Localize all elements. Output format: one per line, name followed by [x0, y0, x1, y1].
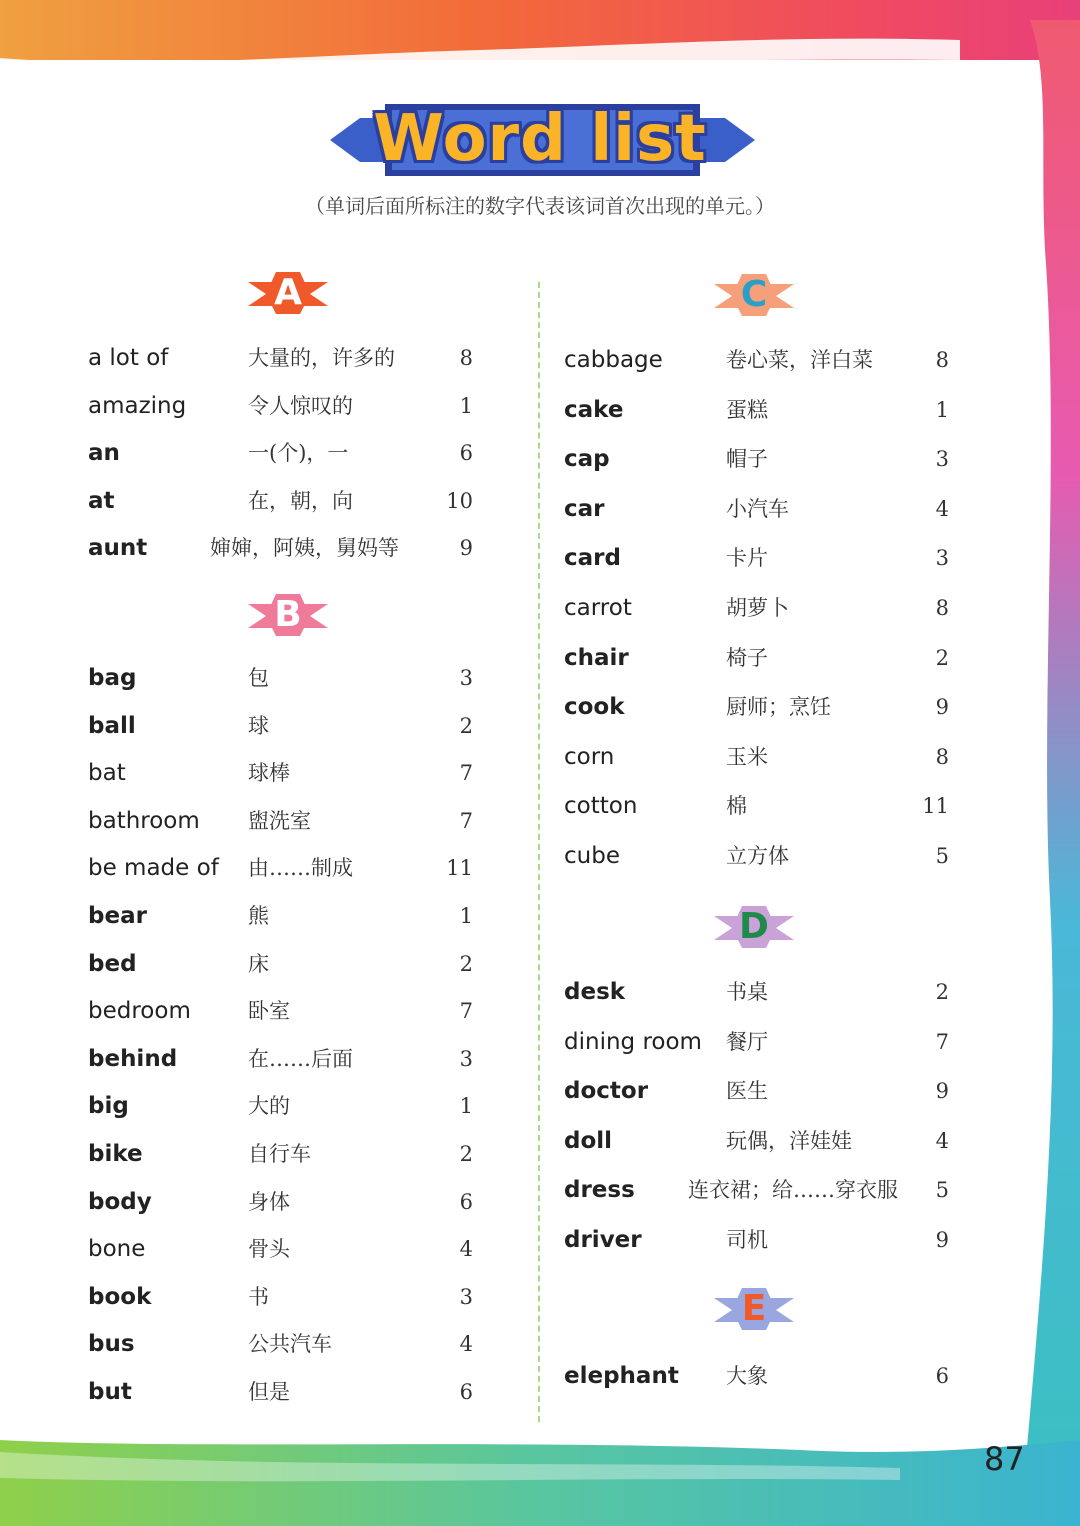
- word-english: chair: [564, 644, 629, 671]
- word-unit-number: 4: [935, 1128, 949, 1153]
- word-unit-number: 6: [459, 441, 473, 466]
- section-letter-badge: [248, 592, 328, 640]
- word-english: but: [88, 1379, 132, 1405]
- word-unit-number: 4: [935, 496, 949, 521]
- word-english: card: [564, 545, 621, 572]
- word-english: desk: [564, 979, 626, 1005]
- word-unit-number: 11: [922, 794, 949, 819]
- word-unit-number: 2: [459, 1142, 473, 1166]
- page-title-wrap: [330, 96, 750, 182]
- word-entry: [564, 439, 954, 479]
- word-english: carrot: [564, 595, 632, 621]
- word-entry: [88, 944, 478, 984]
- word-entry: [88, 1039, 478, 1079]
- word-meaning: 玉米: [726, 744, 768, 769]
- word-meaning: 熊: [248, 904, 269, 928]
- word-unit-number: 9: [935, 695, 949, 720]
- word-unit-number: 1: [459, 393, 473, 418]
- word-meaning: 蛋糕: [726, 397, 768, 422]
- word-unit-number: 3: [459, 1284, 473, 1309]
- word-english: bus: [88, 1331, 135, 1358]
- word-english: book: [88, 1283, 152, 1310]
- word-entry: [88, 1182, 478, 1222]
- section-letter: A: [274, 272, 302, 313]
- word-unit-number: 6: [459, 1380, 473, 1404]
- word-english: aunt: [88, 535, 148, 562]
- word-meaning: 令人惊叹的: [248, 393, 353, 418]
- word-english: bike: [88, 1141, 143, 1167]
- word-english: dining room: [564, 1028, 702, 1055]
- word-entry: [88, 706, 478, 746]
- word-unit-number: 7: [459, 808, 473, 833]
- word-meaning: 床: [248, 951, 269, 976]
- word-entry: [564, 972, 954, 1012]
- word-meaning: 自行车: [248, 1142, 311, 1166]
- word-unit-number: 9: [935, 1079, 949, 1104]
- word-unit-number: 3: [459, 666, 473, 690]
- word-english: corn: [564, 743, 615, 770]
- word-meaning: 厨师；烹饪: [726, 695, 831, 720]
- word-english: bear: [88, 903, 147, 929]
- word-english: cotton: [564, 793, 638, 820]
- word-entry: [88, 338, 478, 378]
- word-english: bathroom: [88, 807, 200, 834]
- word-unit-number: 3: [935, 546, 949, 571]
- section-letter-badge: [714, 904, 794, 952]
- word-meaning: 卷心菜，洋白菜: [726, 348, 873, 372]
- word-meaning: 立方体: [726, 844, 789, 868]
- word-english: an: [88, 440, 120, 467]
- word-meaning: 在，朝，向: [248, 488, 353, 513]
- word-english: cap: [564, 446, 610, 473]
- word-entry: [88, 896, 478, 936]
- word-unit-number: 1: [459, 1094, 473, 1119]
- word-english: bat: [88, 760, 126, 787]
- word-meaning: 公共汽车: [248, 1332, 332, 1357]
- word-unit-number: 8: [459, 346, 473, 370]
- word-entry: [88, 658, 478, 698]
- word-entry: [564, 737, 954, 777]
- word-unit-number: 6: [459, 1189, 473, 1214]
- word-unit-number: 2: [459, 951, 473, 976]
- word-unit-number: 4: [459, 1332, 473, 1357]
- word-entry: [564, 538, 954, 578]
- word-meaning: 司机: [726, 1228, 768, 1252]
- word-unit-number: 7: [459, 999, 473, 1024]
- word-entry: [564, 1356, 954, 1396]
- word-english: cook: [564, 694, 625, 721]
- word-english: behind: [88, 1045, 178, 1072]
- word-unit-number: 3: [935, 447, 949, 472]
- word-meaning: 书: [248, 1284, 269, 1309]
- word-english: be made of: [88, 855, 219, 882]
- word-unit-number: 3: [459, 1046, 473, 1071]
- section-letter: B: [274, 594, 302, 635]
- word-english: at: [88, 487, 115, 514]
- word-meaning: 婶婶，阿姨，舅妈等: [210, 536, 399, 561]
- page-number: 87: [984, 1440, 1025, 1478]
- word-english: driver: [564, 1227, 642, 1253]
- word-entry: [88, 386, 478, 426]
- section-letter-badge: [714, 272, 794, 320]
- section-letter: D: [739, 906, 769, 947]
- word-english: ball: [88, 712, 136, 739]
- word-meaning: 在……后面: [248, 1046, 353, 1071]
- word-entry: [88, 1324, 478, 1364]
- word-english: amazing: [88, 392, 187, 419]
- word-english: bag: [88, 665, 137, 691]
- word-entry: [564, 340, 954, 380]
- section-letter-badge: [714, 1286, 794, 1334]
- word-meaning: 大的: [248, 1094, 290, 1119]
- word-entry: [88, 433, 478, 473]
- word-english: bone: [88, 1236, 146, 1263]
- word-unit-number: 8: [935, 744, 949, 769]
- page-title: Word list: [373, 102, 707, 176]
- word-english: car: [564, 495, 605, 522]
- word-meaning: 帽子: [726, 447, 768, 472]
- word-entry: [564, 1121, 954, 1161]
- word-entry: [88, 1134, 478, 1174]
- word-meaning: 球: [248, 713, 269, 738]
- word-unit-number: 9: [459, 536, 473, 561]
- word-entry: [564, 1071, 954, 1111]
- word-entry: [88, 1372, 478, 1412]
- word-meaning: 骨头: [248, 1237, 290, 1262]
- word-meaning: 大象: [726, 1364, 768, 1388]
- word-meaning: 卡片: [726, 546, 768, 571]
- word-entry: [564, 836, 954, 876]
- word-meaning: 但是: [248, 1380, 290, 1404]
- word-unit-number: 1: [935, 397, 949, 422]
- section-letter: C: [740, 274, 768, 315]
- word-english: dress: [564, 1177, 635, 1204]
- word-english: body: [88, 1188, 152, 1215]
- word-meaning: 椅子: [726, 645, 768, 670]
- word-meaning: 卧室: [248, 999, 290, 1024]
- word-meaning: 医生: [726, 1079, 768, 1104]
- word-english: elephant: [564, 1363, 679, 1389]
- word-unit-number: 7: [935, 1029, 949, 1054]
- word-meaning: 一(个)，一: [248, 441, 349, 466]
- word-unit-number: 1: [459, 904, 473, 928]
- word-entry: [564, 588, 954, 628]
- word-english: bedroom: [88, 998, 191, 1025]
- word-unit-number: 4: [459, 1237, 473, 1262]
- word-unit-number: 11: [446, 856, 473, 881]
- word-meaning: 餐厅: [726, 1029, 768, 1054]
- word-entry: [564, 638, 954, 678]
- word-entry: [88, 528, 478, 568]
- word-entry: [88, 753, 478, 793]
- word-entry: [88, 1277, 478, 1317]
- word-unit-number: 10: [446, 488, 473, 513]
- word-unit-number: 9: [935, 1228, 949, 1252]
- word-entry: [564, 390, 954, 430]
- word-english: doll: [564, 1127, 613, 1154]
- section-letter: E: [741, 1288, 767, 1329]
- word-entry: [88, 801, 478, 841]
- word-english: cake: [564, 396, 624, 423]
- word-unit-number: 8: [935, 596, 949, 620]
- word-entry: [564, 1220, 954, 1260]
- word-entry: [88, 1229, 478, 1269]
- page-subtitle: （单词后面所标注的数字代表该词首次出现的单元。）: [305, 194, 775, 218]
- word-entry: [564, 1022, 954, 1062]
- word-meaning: 棉: [726, 794, 747, 819]
- word-unit-number: 8: [935, 348, 949, 372]
- word-meaning: 大量的，许多的: [248, 346, 395, 370]
- word-entry: [564, 786, 954, 826]
- word-meaning: 球棒: [248, 761, 290, 786]
- word-meaning: 小汽车: [726, 496, 789, 521]
- word-meaning: 书桌: [726, 980, 768, 1004]
- word-meaning: 连衣裙；给……穿衣服: [688, 1178, 898, 1203]
- word-english: big: [88, 1093, 129, 1120]
- word-english: cabbage: [564, 347, 663, 373]
- word-entry: [564, 687, 954, 727]
- word-unit-number: 5: [935, 844, 949, 868]
- word-entry: [88, 1086, 478, 1126]
- word-english: a lot of: [88, 345, 169, 371]
- word-entry: [564, 1170, 954, 1210]
- section-letter-badge: [248, 270, 328, 318]
- word-english: bed: [88, 950, 137, 977]
- column-divider: [538, 282, 540, 1422]
- word-unit-number: 2: [935, 980, 949, 1004]
- word-meaning: 包: [248, 666, 269, 690]
- word-meaning: 玩偶，洋娃娃: [726, 1128, 852, 1153]
- word-unit-number: 2: [935, 645, 949, 670]
- word-entry: [564, 489, 954, 529]
- word-unit-number: 2: [459, 713, 473, 738]
- word-unit-number: 7: [459, 761, 473, 786]
- word-meaning: 盥洗室: [248, 808, 311, 833]
- word-unit-number: 6: [935, 1364, 949, 1388]
- word-english: cube: [564, 843, 620, 869]
- word-meaning: 由……制成: [248, 856, 353, 881]
- word-entry: [88, 848, 478, 888]
- word-entry: [88, 991, 478, 1031]
- word-unit-number: 5: [935, 1178, 949, 1203]
- word-meaning: 身体: [248, 1189, 290, 1214]
- word-entry: [88, 481, 478, 521]
- word-english: doctor: [564, 1078, 649, 1105]
- word-meaning: 胡萝卜: [726, 596, 789, 620]
